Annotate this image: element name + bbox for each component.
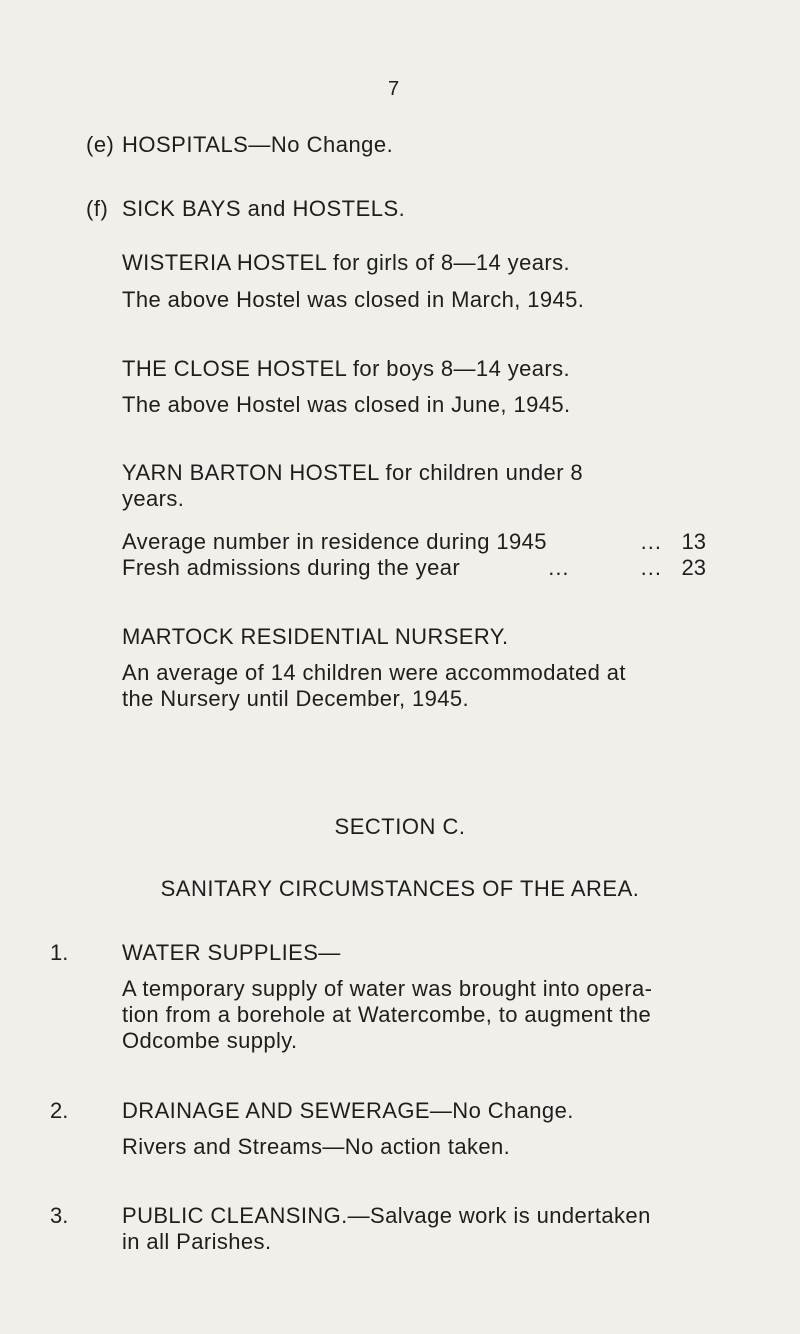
section-subtitle: SANITARY CIRCUMSTANCES OF THE AREA. xyxy=(160,876,640,901)
item-line: tion from a borehole at Watercombe, to augment the xyxy=(122,1002,652,1027)
item-number: 2. xyxy=(50,1098,69,1123)
stat-leader-dots: ... xyxy=(640,529,662,554)
item-number: 3. xyxy=(50,1203,69,1228)
item-number: 1. xyxy=(50,940,69,965)
item-line: Odcombe supply. xyxy=(122,1028,298,1053)
item-line: in all Parishes. xyxy=(122,1229,272,1254)
item-title-public-cleansing: PUBLIC CLEANSING.—Salvage work is undertaken xyxy=(122,1203,651,1228)
stat-row-admissions xyxy=(122,555,706,581)
stat-row-average xyxy=(122,529,706,555)
wisteria-note: The above Hostel was closed in March, 1945. xyxy=(122,287,585,312)
sick-bays-marker: (f) xyxy=(86,196,109,221)
item-title-water-supplies: WATER SUPPLIES— xyxy=(122,940,341,965)
hospitals-marker: (e) xyxy=(86,132,115,157)
wisteria-title: WISTERIA HOSTEL for girls of 8—14 years. xyxy=(122,250,570,275)
item-line: A temporary supply of water was brought into opera- xyxy=(122,976,653,1001)
the-close-title: THE CLOSE HOSTEL for boys 8—14 years. xyxy=(122,356,571,381)
martock-title: MARTOCK RESIDENTIAL NURSERY. xyxy=(122,624,509,649)
yarn-barton-title-line1: YARN BARTON HOSTEL for children under 8 xyxy=(122,460,584,485)
sick-bays-title: SICK BAYS and HOSTELS. xyxy=(122,196,406,221)
stat-label: Average number in residence during 1945 xyxy=(122,529,547,554)
item-title-drainage: DRAINAGE AND SEWERAGE—No Change. xyxy=(122,1098,574,1123)
stat-value: 23 xyxy=(681,555,706,580)
martock-line2: the Nursery until December, 1945. xyxy=(122,686,470,711)
page-number: 7 xyxy=(388,78,400,100)
stat-leader-dots: ... ... xyxy=(548,555,662,580)
item-line: Rivers and Streams—No action taken. xyxy=(122,1134,511,1159)
stat-value: 13 xyxy=(681,529,706,554)
yarn-barton-title-line2: years. xyxy=(122,486,185,511)
the-close-note: The above Hostel was closed in June, 1945. xyxy=(122,392,571,417)
martock-line1: An average of 14 children were accommodated at xyxy=(122,660,626,685)
stat-label: Fresh admissions during the year xyxy=(122,555,461,580)
section-title: SECTION C. xyxy=(334,814,466,839)
hospitals-line: HOSPITALS—No Change. xyxy=(122,132,394,157)
